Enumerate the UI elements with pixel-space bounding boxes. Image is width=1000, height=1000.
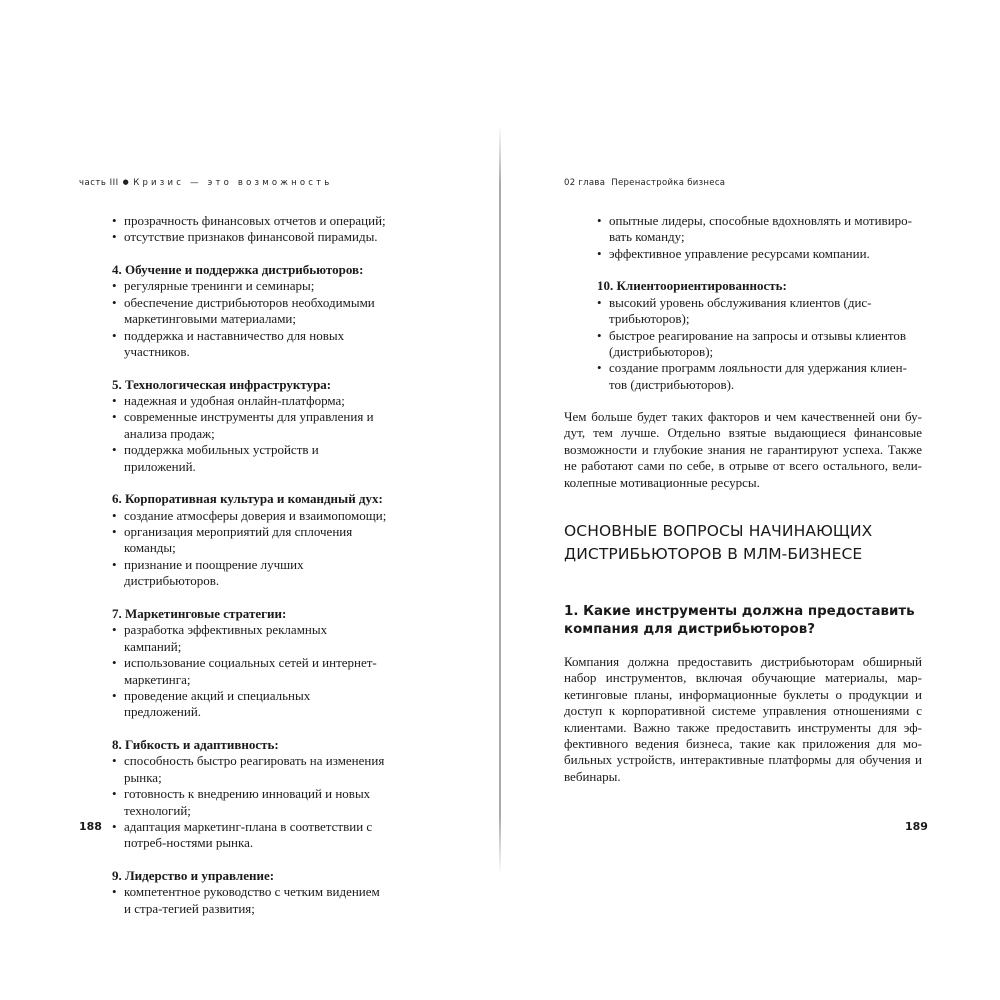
section-heading: 6. Корпоративная культура и командный дух: bbox=[112, 491, 383, 507]
page-number-left: 188 bbox=[79, 820, 102, 833]
list-item: • разработка эффективных рекламных кампаний; bbox=[112, 622, 387, 655]
list-item: • компетентное руководство с четким видением и стра-тегией развития; bbox=[112, 884, 387, 917]
list-item: • прозрачность финансовых отчетов и операций; bbox=[112, 213, 387, 229]
right-list-column bbox=[597, 213, 922, 393]
section-heading: 10. Клиентоориентированность: bbox=[597, 278, 787, 294]
continued-list bbox=[112, 213, 387, 246]
section-heading: 8. Гибкость и адаптивность: bbox=[112, 736, 279, 752]
list-item: • эффективное управление ресурсами компании. bbox=[597, 246, 922, 262]
question-heading: 1. Какие инструменты должна предоставить компания для дистрибьюторов? bbox=[564, 604, 915, 637]
list-item: • быстрое реагирование на запросы и отзывы клиентов (дистрибьюторов); bbox=[597, 328, 922, 361]
section-heading: 5. Технологическая инфраструктура: bbox=[112, 376, 332, 392]
list-item: • отсутствие признаков финансовой пирамиды. bbox=[112, 229, 387, 245]
list-item: • способность быстро реагировать на изменения рынка; bbox=[112, 753, 387, 786]
list-item: • организация мероприятий для сплочения команды; bbox=[112, 524, 387, 557]
running-head-left bbox=[79, 178, 333, 188]
body-paragraph: Компания должна предоставить дистрибьюторам обширный набор инструментов, включая обучающие материалы, мар-кетинговые планы, информационные буклеты о продукции и доступ к корпоративной системе управления отношениями с клиентами. Важно также предоставить инструменты для эф-фективного ведения бизнеса, такие как приложения для мо-бильных устройств, интерактивные платформы для обучения и вебинары. bbox=[564, 654, 922, 784]
chapter-title: Перенастройка бизнеса bbox=[611, 178, 726, 188]
list-item: • создание атмосферы доверия и взаимопомощи; bbox=[112, 508, 387, 524]
section-7 bbox=[112, 606, 387, 721]
section-heading: 4. Обучение и поддержка дистрибьюторов: bbox=[112, 262, 364, 277]
list-item: • поддержка и наставничество для новых участников. bbox=[112, 328, 387, 361]
chapter-label: 02 глава bbox=[564, 178, 606, 188]
section-6 bbox=[112, 491, 387, 589]
list-item: • современные инструменты для управления и анализа продаж; bbox=[112, 409, 387, 442]
section-heading: 9. Лидерство и управление: bbox=[112, 867, 275, 883]
body-paragraph: Чем больше будет таких факторов и чем качественней они бу-дут, тем лучше. Отдельно взятые выдающиеся финансовые возможности и глубокие знания не гарантируют успеха. Также не работают сами по себе, в отрыве от всего остального, вели-колепные мотивационные ресурсы. bbox=[564, 409, 922, 490]
list-item: • поддержка мобильных устройств и приложений. bbox=[112, 442, 387, 475]
section-10 bbox=[597, 278, 922, 393]
list-item: • высокий уровень обслуживания клиентов (дис-трибьюторов); bbox=[597, 295, 922, 328]
list-item: • готовность к внедрению инноваций и новых технологий; bbox=[112, 786, 387, 819]
section-9 bbox=[112, 868, 387, 917]
section-4 bbox=[112, 262, 387, 360]
list-item: • опытные лидеры, способные вдохновлять и мотивиро-вать команду; bbox=[597, 213, 922, 246]
left-page bbox=[0, 0, 499, 1000]
list-item: • надежная и удобная онлайн-платформа; bbox=[112, 393, 387, 409]
continued-list bbox=[597, 213, 922, 262]
part-title: Кризис — это возможность bbox=[133, 178, 333, 188]
list-item: • адаптация маркетинг-плана в соответствии с потреб-ностями рынка. bbox=[112, 819, 387, 852]
part-label: часть III bbox=[79, 178, 119, 188]
list-item: • проведение акций и специальных предложений. bbox=[112, 688, 387, 721]
running-head-right bbox=[564, 178, 725, 188]
section-5 bbox=[112, 377, 387, 475]
page-number-right: 189 bbox=[905, 820, 928, 833]
list-item: • обеспечение дистрибьюторов необходимыми маркетинговыми материалами; bbox=[112, 295, 387, 328]
left-text-column bbox=[112, 213, 387, 917]
list-item: • использование социальных сетей и интернет-маркетинга; bbox=[112, 655, 387, 688]
bullet-separator: ● bbox=[122, 178, 130, 186]
section-title: ОСНОВНЫЕ ВОПРОСЫ НАЧИНАЮЩИХ ДИСТРИБЬЮТОРОВ В МЛМ-БИЗНЕСЕ bbox=[564, 522, 873, 563]
section-heading: 7. Маркетинговые стратегии: bbox=[112, 605, 287, 621]
section-8 bbox=[112, 737, 387, 852]
list-item: • регулярные тренинги и семинары; bbox=[112, 278, 387, 294]
list-item: • создание программ лояльности для удержания клиен-тов (дистрибьюторов). bbox=[597, 360, 922, 393]
list-item: • признание и поощрение лучших дистрибьюторов. bbox=[112, 557, 387, 590]
right-page bbox=[501, 0, 1000, 1000]
